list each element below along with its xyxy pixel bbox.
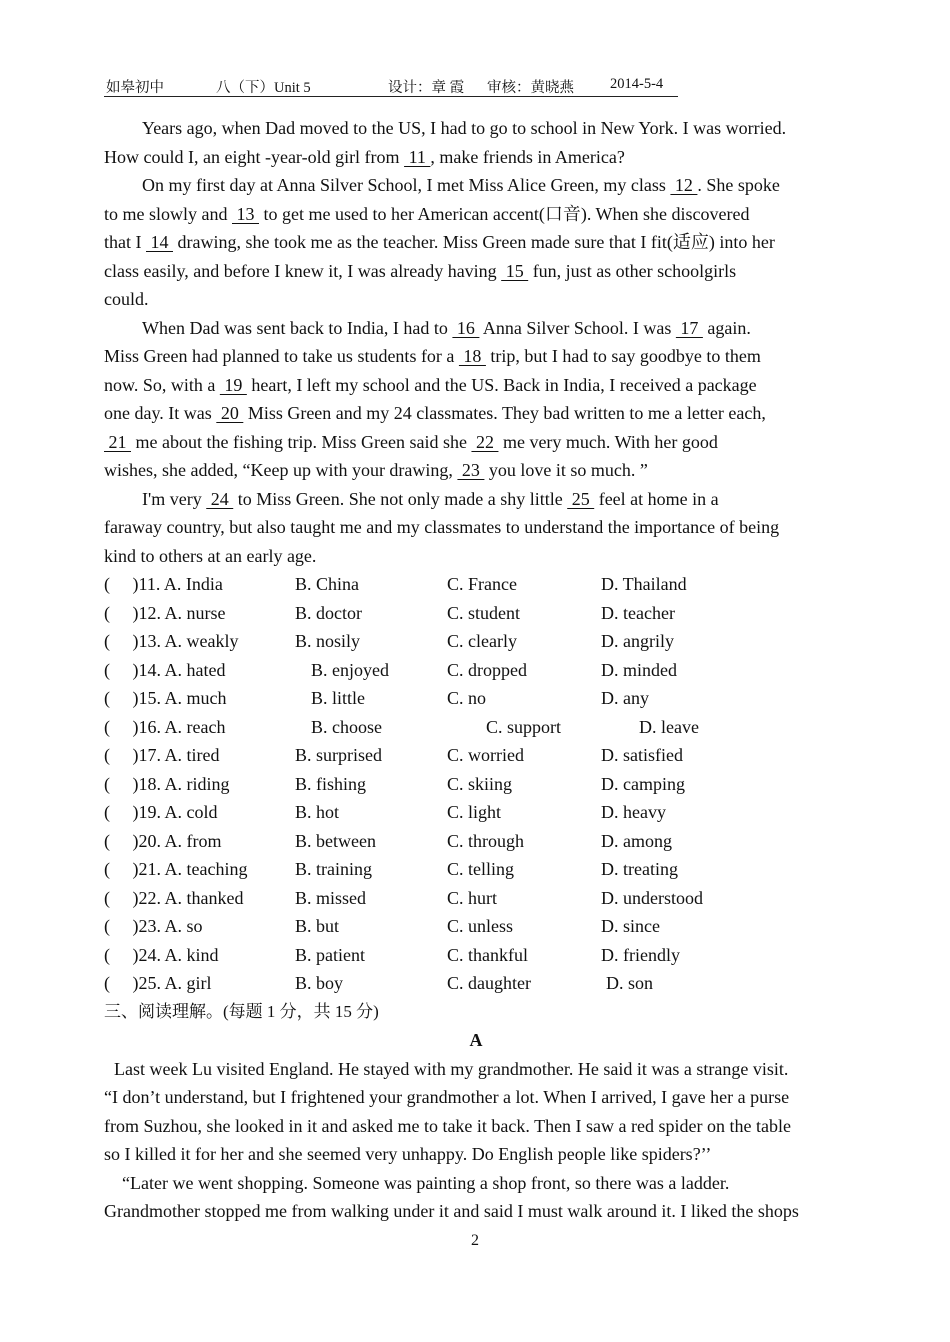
option-d: D. friendly	[601, 944, 680, 965]
option-d: D. understood	[601, 887, 703, 908]
option-d: D. camping	[601, 773, 685, 794]
question-row	[104, 827, 848, 856]
question-stem-option-a: ( )24. A. kind	[104, 944, 219, 965]
option-d: D. son	[606, 973, 654, 993]
question-row	[104, 912, 848, 941]
option-c: C. thankful	[447, 944, 528, 965]
question-row	[104, 627, 848, 656]
option-b: B. but	[295, 916, 340, 936]
option-c: C. through	[447, 830, 525, 851]
page-header	[104, 76, 678, 97]
option-b: B. boy	[295, 973, 344, 993]
option-b: B. between	[295, 830, 376, 851]
option-c: C. clearly	[447, 631, 517, 651]
option-b: B. little	[311, 688, 365, 708]
question-stem-option-a: ( )22. A. thanked	[104, 887, 244, 908]
question-row	[104, 884, 848, 913]
question-row	[104, 713, 848, 742]
option-b: B. doctor	[295, 602, 362, 623]
option-d: D. minded	[601, 659, 677, 680]
question-list	[104, 570, 848, 998]
question-row	[104, 855, 848, 884]
blank-12: 12	[670, 175, 698, 195]
option-b: B. training	[295, 859, 372, 879]
question-stem-option-a: ( )25. A. girl	[104, 973, 212, 993]
question-stem-option-a: ( )23. A. so	[104, 916, 203, 936]
header-school: 如皋初中	[106, 80, 164, 96]
passage-line: class easily, and before I knew it, I was already having 15 fun, just as other schoolgirls	[104, 260, 737, 281]
blank-16: 16	[452, 317, 480, 338]
blank-20: 20	[216, 403, 244, 423]
option-d: D. heavy	[601, 802, 666, 822]
blank-19: 19	[219, 374, 247, 395]
option-d: D. among	[601, 830, 672, 851]
option-d: D. teacher	[601, 602, 675, 623]
option-c: C. dropped	[447, 659, 527, 680]
passage-line: one day. It was 20 Miss Green and my 24 classmates. They bad written to me a letter each,	[104, 403, 766, 423]
reading-line: “I don’t understand, but I frightened your grandmother a lot. When I arrived, I gave her a purse	[104, 1087, 790, 1107]
option-d: D. treating	[601, 859, 678, 879]
option-c: C. unless	[447, 916, 514, 936]
option-b: B. choose	[311, 716, 382, 737]
passage-line: kind to others at an early age.	[104, 545, 317, 566]
blank-23: 23	[457, 460, 485, 480]
blank-21: 21	[104, 431, 131, 452]
header-designer: 设计：章 霞	[388, 80, 465, 96]
question-row	[104, 798, 848, 827]
option-c: C. hurt	[447, 887, 498, 908]
option-c: C. support	[486, 716, 562, 737]
header-unit: 八（下）Unit 5	[216, 80, 311, 96]
passage-line: How could I, an eight -year-old girl from 11 , make friends in America?	[104, 146, 625, 167]
question-row	[104, 570, 848, 599]
question-row	[104, 770, 848, 799]
option-c: C. worried	[447, 745, 524, 765]
blank-22: 22	[471, 431, 499, 452]
option-b: B. fishing	[295, 773, 367, 794]
option-d: D. since	[601, 916, 660, 936]
passage-line: I'm very 24 to Miss Green. She not only made a shy little 25 feel at home in a	[142, 488, 719, 509]
question-stem-option-a: ( )14. A. hated	[104, 659, 226, 680]
option-b: B. missed	[295, 887, 367, 908]
option-c: C. daughter	[447, 973, 531, 993]
passage-line: that I 14 drawing, she took me as the teacher. Miss Green made sure that I fit(适应) into her	[104, 232, 775, 252]
question-stem-option-a: ( )16. A. reach	[104, 716, 226, 737]
reading-line: “Later we went shopping. Someone was painting a shop front, so there was a ladder.	[122, 1172, 730, 1193]
passage-line: Miss Green had planned to take us students for a 18 trip, but I had to say goodbye to them	[104, 346, 761, 366]
page-number: 2	[471, 1232, 479, 1249]
passage-line: now. So, with a 19 heart, I left my school and the US. Back in India, I received a package	[104, 374, 757, 395]
passage-line: faraway country, but also taught me and my classmates to understand the importance of being	[104, 517, 780, 537]
question-stem-option-a: ( )21. A. teaching	[104, 859, 248, 879]
question-stem-option-a: ( )20. A. from	[104, 830, 222, 851]
document-body	[104, 114, 848, 1226]
question-stem-option-a: ( )12. A. nurse	[104, 602, 226, 623]
option-c: C. skiing	[447, 773, 513, 794]
option-b: B. hot	[295, 802, 340, 822]
blank-24: 24	[206, 488, 234, 509]
question-stem-option-a: ( )17. A. tired	[104, 745, 220, 765]
question-stem-option-a: ( )11. A. India	[104, 574, 223, 594]
option-d: D. angrily	[601, 631, 674, 651]
passage-line: to me slowly and 13 to get me used to her American accent(口音). When she discovered	[104, 203, 750, 224]
blank-15: 15	[501, 260, 529, 281]
option-b: B. China	[295, 574, 360, 594]
reading-line: Grandmother stopped me from walking under it and said I must walk around it. I liked the shops	[104, 1201, 799, 1221]
option-b: B. enjoyed	[311, 659, 389, 680]
option-d: D. any	[601, 688, 649, 708]
passage-heading: A	[469, 1030, 483, 1050]
question-row	[104, 941, 848, 970]
passage-line: could.	[104, 289, 149, 309]
question-row	[104, 969, 848, 998]
passage-line: 21 me about the fishing trip. Miss Green said she 22 me very much. With her good	[104, 431, 718, 452]
question-row	[104, 741, 848, 770]
blank-25: 25	[567, 488, 595, 509]
reading-line: so I killed it for her and she seemed very unhappy. Do English people like spiders?’’	[104, 1144, 712, 1164]
blank-17: 17	[675, 317, 703, 338]
passage-line: Years ago, when Dad moved to the US, I had to go to school in New York. I was worried.	[142, 118, 787, 138]
blank-14: 14	[146, 232, 173, 252]
reading-line: from Suzhou, she looked in it and asked me to take it back. Then I saw a red spider on the table	[104, 1115, 791, 1136]
option-c: C. no	[447, 688, 487, 708]
passage-line: On my first day at Anna Silver School, I met Miss Alice Green, my class 12 . She spoke	[142, 175, 780, 195]
option-b: B. patient	[295, 944, 365, 965]
option-b: B. surprised	[295, 745, 382, 765]
option-d: D. Thailand	[601, 574, 687, 594]
blank-18: 18	[458, 346, 486, 366]
question-stem-option-a: ( )15. A. much	[104, 688, 227, 708]
blank-13: 13	[232, 203, 259, 224]
question-row	[104, 656, 848, 685]
option-b: B. nosily	[295, 631, 361, 651]
option-c: C. telling	[447, 859, 514, 879]
option-c: C. France	[447, 574, 517, 594]
section-title: 三、阅读理解。(每题 1 分，共 15 分)	[104, 1001, 379, 1021]
question-row	[104, 599, 848, 628]
question-row	[104, 684, 848, 713]
option-c: C. student	[447, 602, 521, 623]
header-reviewer: 审核：黄晓燕	[487, 80, 574, 96]
header-date: 2014-5-4	[610, 76, 664, 92]
passage-line: wishes, she added, “Keep up with your drawing, 23 you love it so much. ”	[104, 460, 648, 480]
question-stem-option-a: ( )18. A. riding	[104, 773, 230, 794]
passage-line: When Dad was sent back to India, I had to 16 Anna Silver School. I was 17 again.	[142, 317, 751, 338]
blank-11: 11	[404, 146, 431, 167]
option-d: D. satisfied	[601, 745, 683, 765]
reading-line: Last week Lu visited England. He stayed with my grandmother. He said it was a strange visit.	[114, 1058, 789, 1079]
option-c: C. light	[447, 802, 502, 822]
option-d: D. leave	[639, 716, 699, 737]
question-stem-option-a: ( )13. A. weakly	[104, 631, 239, 651]
question-stem-option-a: ( )19. A. cold	[104, 802, 218, 822]
